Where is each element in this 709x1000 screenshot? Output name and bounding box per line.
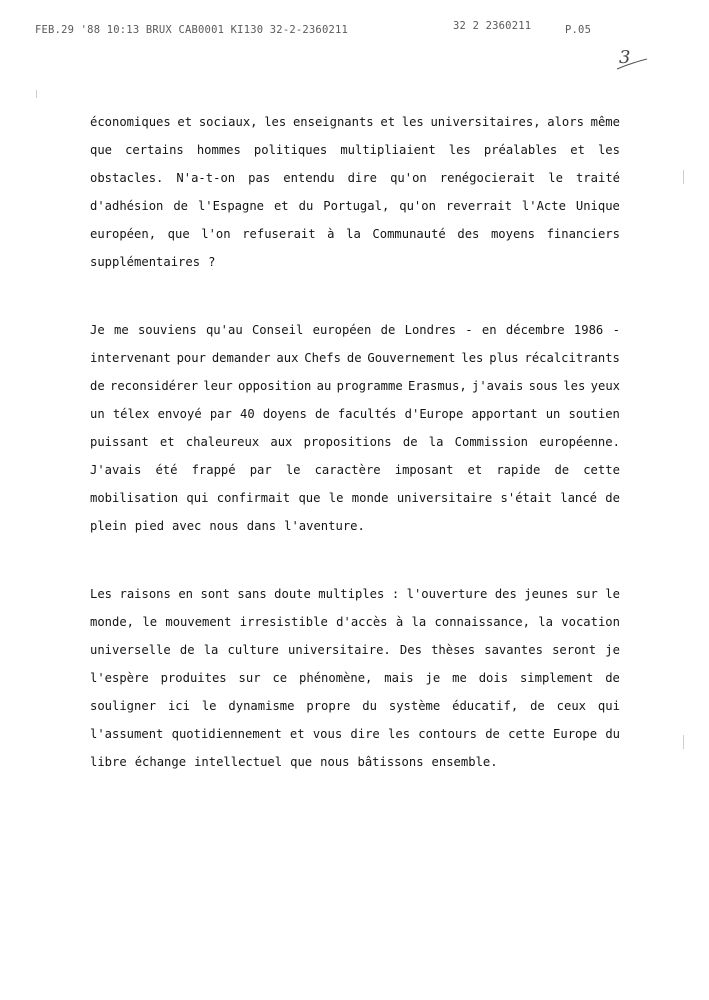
word: jeunes [524,587,569,601]
word: que [90,143,113,157]
paragraph [90,580,620,776]
word: me [113,323,129,337]
word: rapide [496,463,541,477]
word: préalables [483,143,558,157]
text-line [90,720,620,748]
word: reverrait [445,199,512,213]
word: européenne. [539,435,620,449]
word: Chefs [304,351,341,365]
document-body [90,108,620,776]
word: Erasmus, [408,379,467,393]
word: et [467,463,483,477]
word: mais [384,671,414,685]
word: que [298,491,321,505]
text-line [90,164,620,192]
text-line [90,484,620,512]
word: apportant [471,407,538,421]
word: imposant [394,463,454,477]
word: le [605,587,620,601]
word: thèses [431,643,476,657]
word: d'accès [336,615,388,629]
word: plus [489,351,519,365]
fax-transmission-header [35,20,675,40]
word: de [530,699,545,713]
word: en [178,587,194,601]
word: de [402,435,418,449]
word: supplémentaires [90,255,201,269]
word: dire [350,727,380,741]
word: échange [134,755,187,769]
text-line [90,428,620,456]
word: Commission [454,435,529,449]
word: N'a-t-on [176,171,236,185]
word: aux [270,435,293,449]
word: certains [125,143,184,157]
word: intellectuel [194,755,283,769]
word: simplement [519,671,594,685]
word: qu'au [205,323,243,337]
word: sous [528,379,559,393]
word: du [605,727,620,741]
word: de [380,323,396,337]
paragraph-spacer [90,540,620,580]
word: Gouvernement [367,351,456,365]
word: souligner [90,699,157,713]
word: universitaires, [430,115,541,129]
word: que [290,755,313,769]
word: du [362,699,377,713]
word: opposition [238,379,312,393]
word: facultés [337,407,397,421]
word: propre [306,699,351,713]
word: Europe [553,727,598,741]
word: nous [320,755,350,769]
word: système [388,699,441,713]
word: monde, [90,615,135,629]
word: à [395,615,404,629]
text-line [90,512,620,540]
word: demander [211,351,271,365]
word: la [428,435,444,449]
word: doyens [262,407,307,421]
word: de [605,671,620,685]
word: renégocierait [439,171,536,185]
word: décembre [505,323,565,337]
word: de [554,463,570,477]
word: hommes [196,143,241,157]
text-line [90,344,620,372]
text-line [90,108,620,136]
word: le [328,491,344,505]
word: récalcitrants [524,351,620,365]
fax-header-page: P.05 [565,24,592,36]
word: les [401,115,424,129]
text-line [90,664,620,692]
word: la [538,615,553,629]
word: puissant [90,435,149,449]
word: frappé [191,463,236,477]
word: de [173,199,189,213]
word: contours [418,727,477,741]
word: été [155,463,178,477]
word: le [142,615,158,629]
word: vocation [561,615,620,629]
word: alors [547,115,584,129]
word: qu'on [390,171,427,185]
word: économiques [90,115,171,129]
word: mouvement [165,615,232,629]
word: qui [597,699,620,713]
word: les [597,143,620,157]
word: chaleureux [185,435,260,449]
word: des [457,227,480,241]
word: nous [209,519,239,533]
word: Londres [404,323,456,337]
text-line [90,220,620,248]
word: et [380,115,396,129]
paragraph [90,108,620,276]
word: universitaire [396,491,493,505]
word: de [314,407,330,421]
word: Je [90,323,105,337]
word: d'adhésion [90,199,164,213]
word: obstacles. [90,171,164,185]
word: ici [167,699,190,713]
word: un [90,407,105,421]
text-line [90,400,620,428]
scan-edge-mark [683,735,684,749]
word: un [545,407,561,421]
word: - [612,323,620,337]
word: entendu [283,171,335,185]
scan-edge-mark [36,90,37,98]
word: télex [112,407,150,421]
word: sont [200,587,230,601]
page-number-underline-mark [613,45,653,75]
word: de [346,351,362,365]
word: européen [312,323,372,337]
word: multipliaient [340,143,436,157]
word: éducatif, [452,699,519,713]
word: multiples [318,587,385,601]
word: - [465,323,473,337]
word: au [316,379,332,393]
word: refuserait [242,227,316,241]
word: cette [508,727,545,741]
text-line [90,248,620,276]
word: moyens [490,227,535,241]
word: phénomène, [299,671,373,685]
word: les [448,143,471,157]
word: le [285,463,301,477]
text-line [90,372,620,400]
word: le [548,171,563,185]
word: les [563,379,586,393]
word: Communauté [372,227,446,241]
word: reconsidérer [109,379,199,393]
word: : [391,587,400,601]
handwritten-page-number [613,45,653,75]
word: sur [238,671,261,685]
word: les [388,727,411,741]
word: même [590,115,620,129]
word: ensemble. [431,755,498,769]
text-line [90,456,620,484]
word: à [327,227,335,241]
word: ceux [556,699,586,713]
text-line [90,608,620,636]
word: de [485,727,500,741]
word: la [411,615,427,629]
word: culture [227,643,279,657]
word: vous [312,727,343,741]
word: qui [186,491,209,505]
word: savantes [484,643,543,657]
word: lancé [560,491,597,505]
word: je [605,643,620,657]
word: qu'on [399,199,436,213]
word: l'espère [90,671,149,685]
word: la [346,227,361,241]
word: Des [399,643,422,657]
word: raisons [119,587,171,601]
word: libre [90,755,127,769]
word: et [570,143,585,157]
text-line [90,580,620,608]
word: caractère [314,463,381,477]
word: pas [248,171,271,185]
word: Conseil [251,323,304,337]
word: de [90,379,105,393]
word: programme [336,379,403,393]
text-line [90,316,620,344]
word: en [481,323,497,337]
word: l'Acte [521,199,566,213]
word: dans [246,519,277,533]
word: financiers [546,227,620,241]
text-line [90,636,620,664]
word: plein [90,519,127,533]
word: seront [552,643,597,657]
word: l'ouverture [406,587,488,601]
word: du [298,199,314,213]
word: dois [478,671,509,685]
word: bâtissons [357,755,424,769]
word: quotidiennement [171,727,282,741]
word: me [452,671,467,685]
text-line [90,692,620,720]
word: dire [347,171,378,185]
word: intervenant [90,351,171,365]
word: yeux [590,379,620,393]
word: universitaire. [288,643,391,657]
paragraph-spacer [90,276,620,316]
word: le [201,699,217,713]
scan-edge-mark [683,170,684,184]
word: Portugal, [323,199,390,213]
word: de [179,643,195,657]
word: Les [90,587,113,601]
word: ce [272,671,288,685]
word: pour [176,351,206,365]
word: monde [351,491,389,505]
word: souviens [137,323,197,337]
text-line [90,748,620,776]
word: universelle [90,643,171,657]
word: leur [203,379,233,393]
word: j'avais [472,379,524,393]
word: connaissance, [434,615,530,629]
word: et [177,115,193,129]
word: s'était [500,491,552,505]
word: l'aventure. [284,519,365,533]
word: envoyé [157,407,202,421]
word: irresistible [239,615,328,629]
word: et [289,727,305,741]
word: que [167,227,190,241]
word: par [249,463,272,477]
word: la [203,643,219,657]
word: J'avais [90,463,142,477]
text-line [90,136,620,164]
word: avec [172,519,202,533]
word: propositions [303,435,392,449]
word: les [264,115,287,129]
word: traité [575,171,620,185]
word: et [159,435,175,449]
word: 1986 [573,323,604,337]
word: par [209,407,232,421]
word: sociaux, [198,115,258,129]
word: confirmait [216,491,291,505]
word: les [461,351,484,365]
word: aux [276,351,299,365]
word: européen, [90,227,157,241]
word: sans [237,587,267,601]
fax-header-phone: 32 2 2360211 [453,20,532,32]
word: l'assument [90,727,164,741]
word: pied [134,519,165,533]
word: enseignants [292,115,374,129]
word: l'on [201,227,231,241]
word: cette [583,463,620,477]
word: de [605,491,620,505]
word: je [425,671,441,685]
text-line [90,192,620,220]
word: d'Europe [404,407,464,421]
word: mobilisation [90,491,179,505]
word: 40 [239,407,255,421]
word: dynamisme [228,699,295,713]
word: soutien [568,407,620,421]
fax-header-sender-info: FEB.29 '88 10:13 BRUX CAB0001 KI130 32-2-2360211 [35,24,349,36]
page-number-digit: 3 [619,47,631,68]
word: l'Espagne [197,199,265,213]
word: et [273,199,289,213]
word: ? [208,255,216,269]
word: sur [575,587,598,601]
word: des [494,587,517,601]
word: politiques [253,143,328,157]
word: Unique [575,199,620,213]
word: produites [160,671,227,685]
word: doute [274,587,311,601]
paragraph [90,316,620,540]
